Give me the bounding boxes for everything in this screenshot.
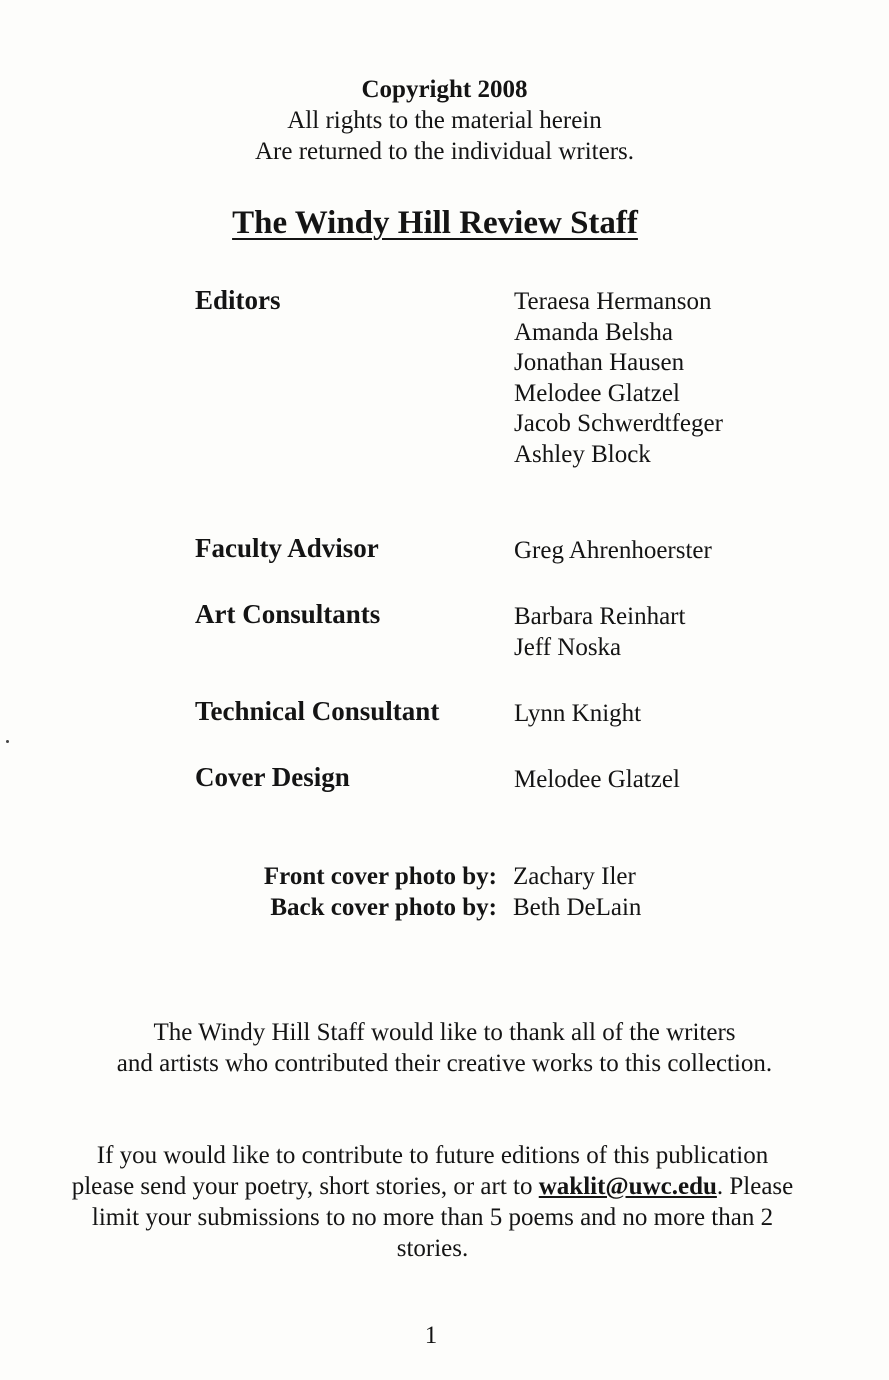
art-consultant-name: Barbara Reinhart <box>514 603 686 630</box>
editor-name: Teraesa Hermanson <box>514 288 712 315</box>
technical-consultant-label: Technical Consultant <box>195 696 440 726</box>
editor-name: Amanda Belsha <box>514 318 673 346</box>
faculty-advisor-label: Faculty Advisor <box>195 533 379 563</box>
front-cover-photo-name: Zachary Iler <box>513 863 636 890</box>
contribute-line-3: limit your submissions to no more than 5 poems and no more than 2 <box>91 1204 774 1231</box>
copyright-line-2: Are returned to the individual writers. <box>254 138 635 165</box>
cover-design-names <box>514 765 680 796</box>
thanks-line-2: and artists who contributed their creative works to this collection. <box>116 1050 773 1077</box>
editors-names <box>514 287 723 471</box>
scan-speck <box>6 740 9 743</box>
back-cover-photo-name: Beth DeLain <box>513 894 642 921</box>
technical-consultant-names <box>514 699 641 730</box>
contribute-paragraph <box>20 1140 845 1264</box>
copyright-title: Copyright 2008 <box>361 76 528 103</box>
contribute-line-2-text: please send your poetry, short stories, or art to <box>71 1173 539 1200</box>
contribute-line-2-tail: . Please <box>716 1173 794 1200</box>
copyright-line-1: All rights to the material herein <box>287 107 602 134</box>
contribute-line-2 <box>20 1171 845 1202</box>
editor-name: Melodee Glatzel <box>514 379 680 407</box>
technical-consultant-name: Lynn Knight <box>514 700 642 727</box>
editor-name: Jonathan Hausen <box>514 349 685 377</box>
contribute-line-1: If you would like to contribute to future editions of this publication <box>96 1142 769 1169</box>
contact-email-link[interactable]: waklit@uwc.edu <box>538 1173 717 1200</box>
page-number: 1 <box>424 1322 438 1349</box>
thanks-line-1: The Windy Hill Staff would like to thank all of the writers <box>153 1019 736 1046</box>
editors-label: Editors <box>195 285 281 315</box>
faculty-advisor-names <box>514 536 712 567</box>
art-consultant-name: Jeff Noska <box>514 633 622 661</box>
cover-design-label: Cover Design <box>195 762 350 792</box>
front-cover-photo-label: Front cover photo by: <box>263 863 497 890</box>
editor-name: Jacob Schwerdtfeger <box>514 410 723 438</box>
contribute-line-4: stories. <box>396 1235 469 1262</box>
thanks-paragraph <box>0 1017 889 1079</box>
art-consultants-label: Art Consultants <box>195 599 381 629</box>
copyright-block <box>0 74 889 167</box>
staff-title: The Windy Hill Review Staff <box>232 205 638 241</box>
art-consultants-names <box>514 602 685 663</box>
cover-design-name: Melodee Glatzel <box>514 766 680 793</box>
back-cover-photo-label: Back cover photo by: <box>270 894 497 921</box>
editor-name: Ashley Block <box>514 440 651 468</box>
faculty-advisor-name: Greg Ahrenhoerster <box>514 537 712 564</box>
